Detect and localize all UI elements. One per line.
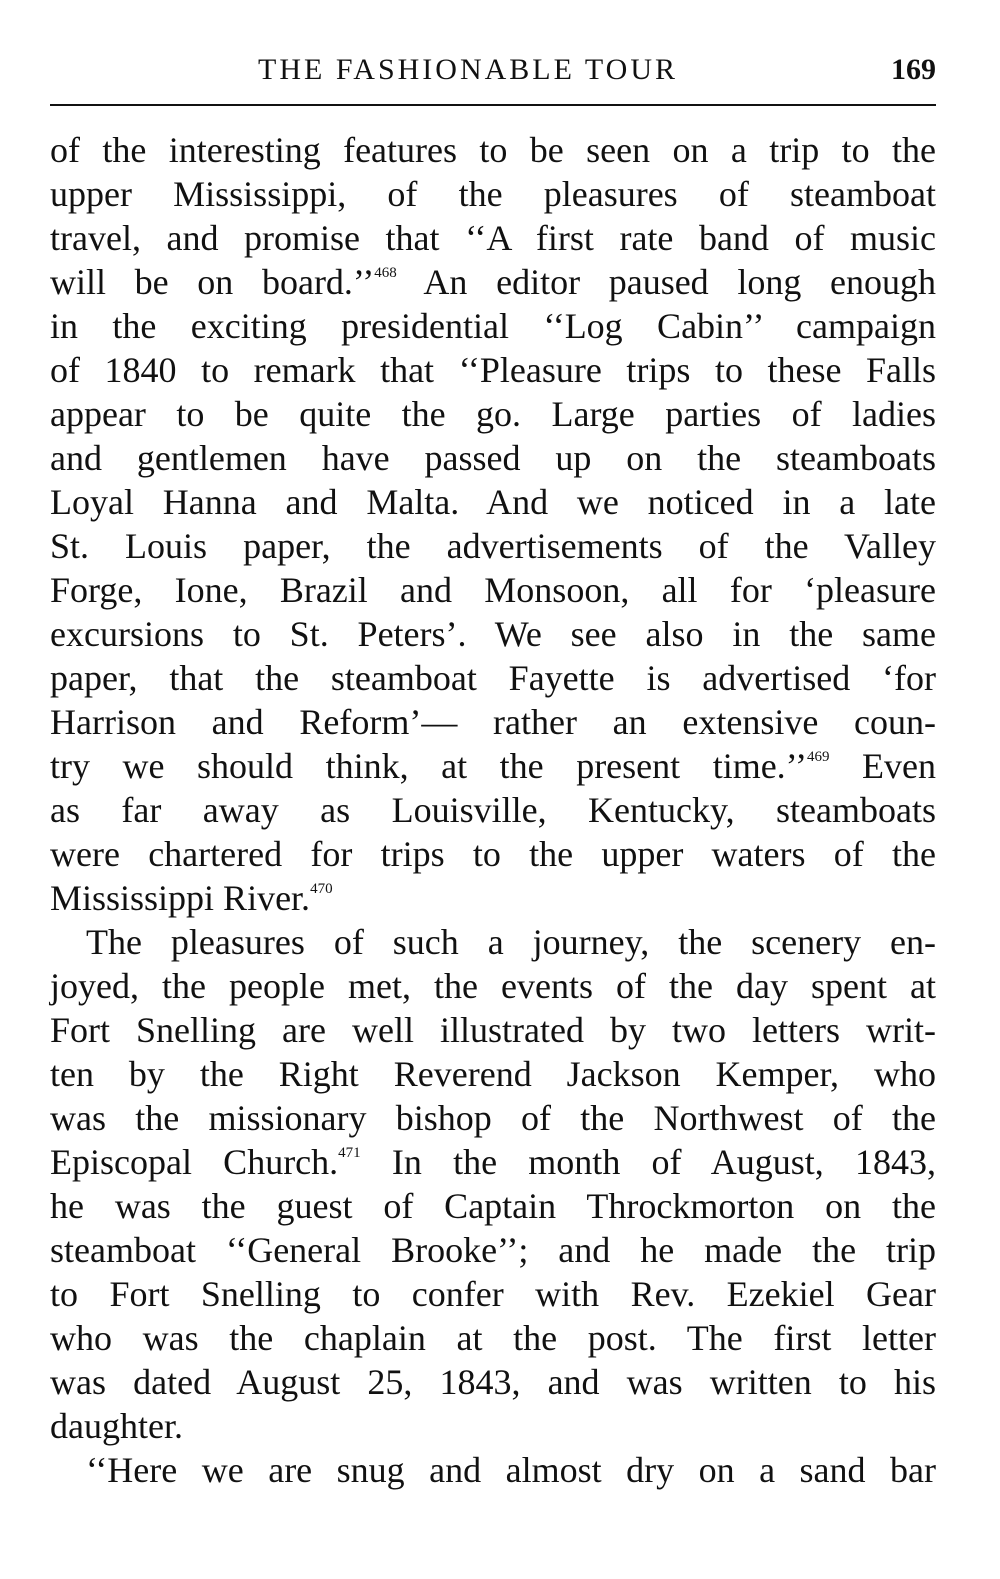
text-segment: In the month of August, 1843,	[360, 1142, 936, 1182]
text-line: appear to be quite the go. Large parties of ladies	[50, 394, 936, 434]
text-segment: try we should think, at the present time.’’	[50, 746, 807, 786]
text-line: travel, and promise that ‘‘A first rate band of music	[50, 218, 936, 258]
text-line	[50, 1140, 936, 1184]
text-segment: will be on board.’’	[50, 262, 375, 302]
text-line: Loyal Hanna and Malta. And we noticed in a late	[50, 482, 936, 522]
body-text	[50, 128, 936, 1492]
page-header	[50, 50, 936, 90]
header-rule	[50, 104, 936, 106]
text-line: was the missionary bishop of the Northwest of the	[50, 1098, 936, 1138]
text-line	[50, 260, 936, 304]
text-line: Harrison and Reform’— rather an extensive coun-	[50, 702, 936, 742]
text-line: were chartered for trips to the upper waters of the	[50, 834, 936, 874]
text-line: daughter.	[50, 1406, 183, 1446]
text-line: was dated August 25, 1843, and was written to his	[50, 1362, 936, 1402]
text-line: St. Louis paper, the advertisements of the Valley	[50, 526, 936, 566]
text-line	[50, 876, 936, 920]
text-line: as far away as Louisville, Kentucky, steamboats	[50, 790, 936, 830]
text-line: and gentlemen have passed up on the steamboats	[50, 438, 936, 478]
text-line: who was the chaplain at the post. The first letter	[50, 1318, 936, 1358]
text-segment: Mississippi River.	[50, 878, 311, 918]
text-line: paper, that the steamboat Fayette is advertised ‘for	[50, 658, 936, 698]
text-line: joyed, the people met, the events of the day spent at	[50, 966, 936, 1006]
text-line: of the interesting features to be seen on a trip to the	[50, 130, 936, 170]
footnote-ref-471: 471	[338, 1145, 361, 1161]
text-line: Fort Snelling are well illustrated by two letters writ-	[50, 1010, 936, 1050]
footnote-ref-468: 468	[374, 265, 397, 281]
text-line	[50, 744, 936, 788]
page-number: 169	[891, 53, 936, 86]
text-line: steamboat ‘‘General Brooke’’; and he made the trip	[50, 1230, 936, 1270]
text-line: Forge, Ione, Brazil and Monsoon, all for ‘pleasure	[50, 570, 936, 610]
text-line: to Fort Snelling to confer with Rev. Ezekiel Gear	[50, 1274, 936, 1314]
text-line: excursions to St. Peters’. We see also in the same	[50, 614, 936, 654]
footnote-ref-469: 469	[806, 749, 830, 765]
text-line: he was the guest of Captain Throckmorton on the	[50, 1186, 936, 1226]
text-segment: Even	[829, 746, 936, 786]
footnote-ref-470: 470	[310, 881, 333, 897]
text-line: The pleasures of such a journey, the scenery en-	[86, 922, 936, 962]
text-line: ‘‘Here we are snug and almost dry on a sand bar	[86, 1450, 936, 1490]
text-segment: Episcopal Church.	[50, 1142, 339, 1182]
text-line: ten by the Right Reverend Jackson Kemper, who	[50, 1054, 936, 1094]
text-line: of 1840 to remark that ‘‘Pleasure trips to these Falls	[50, 350, 936, 390]
text-segment: An editor paused long enough	[396, 262, 936, 302]
running-title: THE FASHIONABLE TOUR	[258, 53, 679, 86]
text-line: upper Mississippi, of the pleasures of steamboat	[50, 174, 936, 214]
text-line: in the exciting presidential ‘‘Log Cabin’’ campaign	[50, 306, 936, 346]
